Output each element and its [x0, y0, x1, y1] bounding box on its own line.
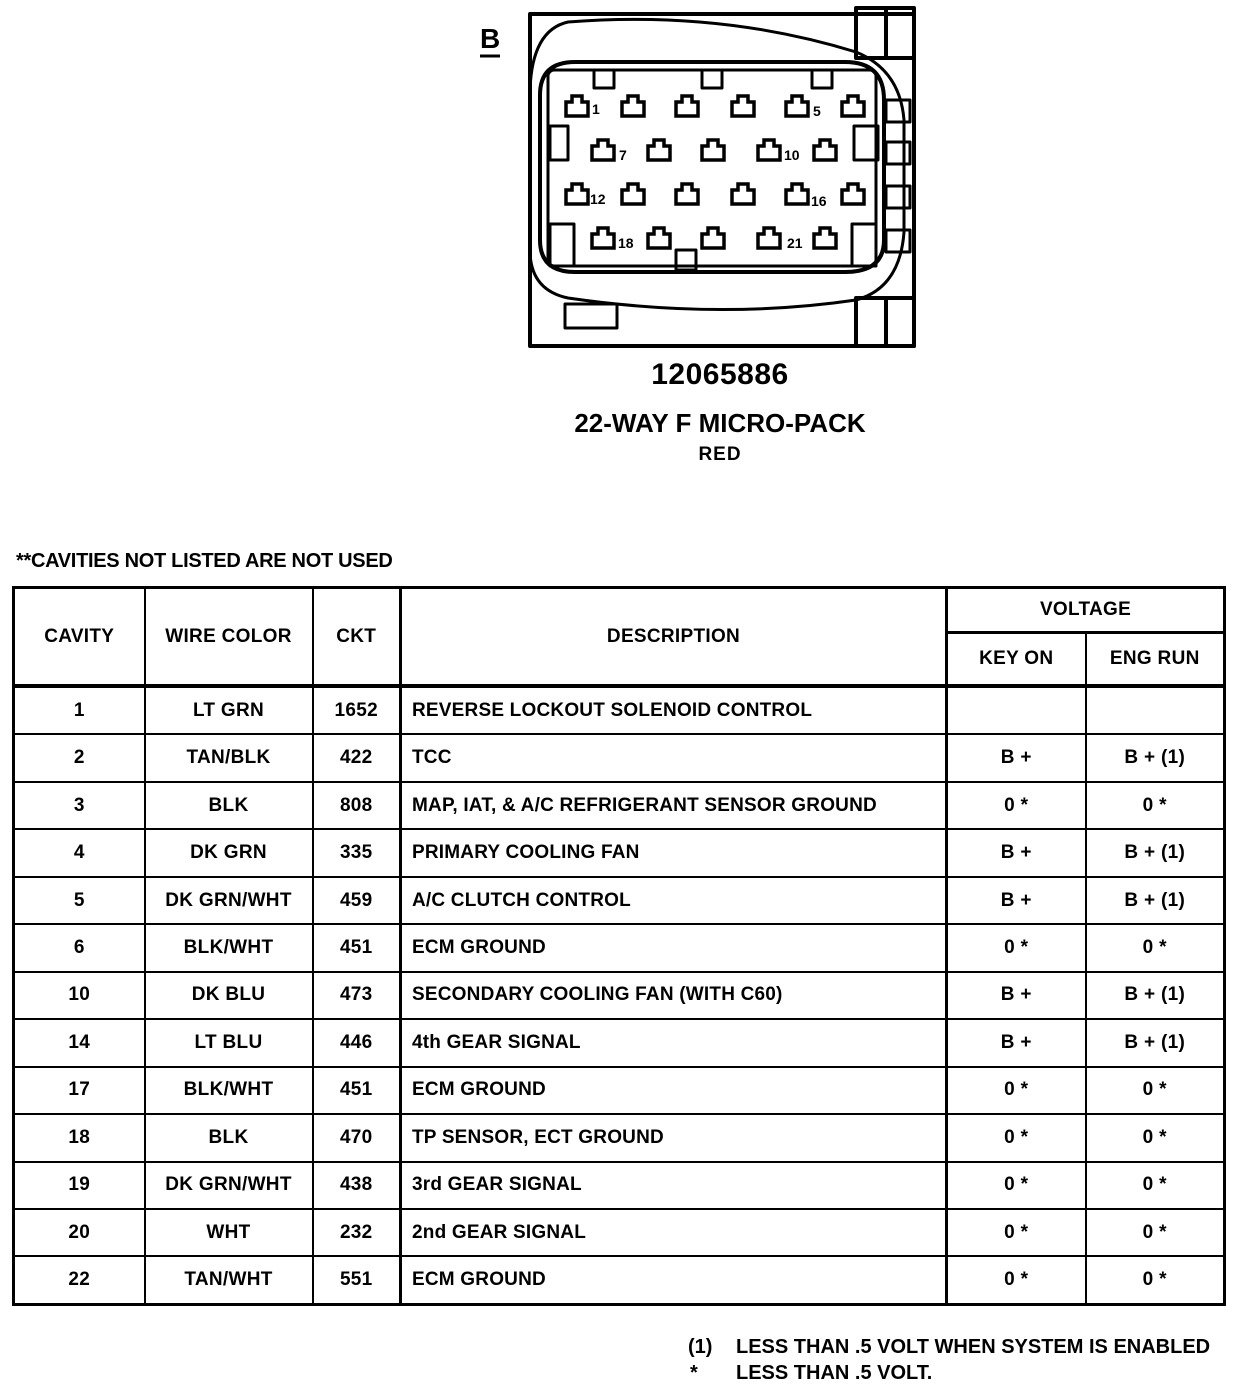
header-key-on: KEY ON: [947, 633, 1086, 687]
cavity-label-12: 12: [590, 191, 606, 207]
table-row: [14, 734, 1225, 781]
terminal-cavity: [676, 96, 698, 116]
cell-ckt: 446: [313, 1019, 401, 1066]
view-label: B: [480, 23, 501, 54]
cell-ckt: 232: [313, 1209, 401, 1256]
table-row: [14, 829, 1225, 876]
terminal-cavity: [622, 96, 644, 116]
terminal-cavity: [592, 228, 614, 248]
terminal-cavity: [702, 140, 724, 160]
cell-key-on: 0 *: [947, 1067, 1086, 1114]
cavity-label-7: 7: [619, 147, 627, 163]
table-row: [14, 782, 1225, 829]
cell-ckt: 459: [313, 877, 401, 924]
connector-color: RED: [698, 444, 742, 465]
header-voltage: VOLTAGE: [947, 588, 1225, 633]
cell-eng-run: 0 *: [1086, 782, 1225, 829]
footnote-1-text: LESS THAN .5 VOLT WHEN SYSTEM IS ENABLED: [736, 1336, 1211, 1358]
cell-description: A/C CLUTCH CONTROL: [401, 877, 947, 924]
terminal-cavity: [842, 184, 864, 204]
cell-cavity: 3: [14, 782, 145, 829]
table-row: [14, 1114, 1225, 1161]
terminal-cavity: [702, 228, 724, 248]
header-eng-run: ENG RUN: [1086, 633, 1225, 687]
cell-wire-color: DK GRN/WHT: [145, 877, 313, 924]
unused-cavities-note: **CAVITIES NOT LISTED ARE NOT USED: [16, 550, 393, 572]
cell-ckt: 808: [313, 782, 401, 829]
cavity-label-21: 21: [787, 235, 803, 251]
terminal-cavity: [592, 140, 614, 160]
terminal-cavity: [814, 140, 836, 160]
cell-cavity: 22: [14, 1256, 145, 1304]
cell-description: 2nd GEAR SIGNAL: [401, 1209, 947, 1256]
terminal-cavity: [676, 184, 698, 204]
pinout-table: [12, 586, 1226, 1306]
cell-ckt: 422: [313, 734, 401, 781]
terminal-cavity: [758, 228, 780, 248]
cell-description: TCC: [401, 734, 947, 781]
terminal-cavity: [622, 184, 644, 204]
cell-ckt: 438: [313, 1162, 401, 1209]
connector-face-diagram: [470, 0, 930, 355]
cell-key-on: B +: [947, 734, 1086, 781]
cell-ckt: 470: [313, 1114, 401, 1161]
cell-eng-run: 0 *: [1086, 1256, 1225, 1304]
terminal-cavity: [786, 184, 808, 204]
cell-eng-run: 0 *: [1086, 1114, 1225, 1161]
cell-eng-run: 0 *: [1086, 1209, 1225, 1256]
cell-ckt: 473: [313, 972, 401, 1019]
cell-key-on: 0 *: [947, 782, 1086, 829]
header-cavity: CAVITY: [14, 588, 145, 687]
cell-cavity: 4: [14, 829, 145, 876]
cavity-label-5: 5: [813, 103, 821, 119]
cavity-label-18: 18: [618, 235, 634, 251]
cell-key-on: B +: [947, 1019, 1086, 1066]
table-row: [14, 1209, 1225, 1256]
cell-cavity: 6: [14, 924, 145, 971]
cell-wire-color: TAN/BLK: [145, 734, 313, 781]
table-row: [14, 1256, 1225, 1304]
cell-key-on: 0 *: [947, 1256, 1086, 1304]
terminal-cavity: [842, 96, 864, 116]
cell-eng-run: B + (1): [1086, 1019, 1225, 1066]
cell-wire-color: BLK: [145, 1114, 313, 1161]
cell-eng-run: 0 *: [1086, 1067, 1225, 1114]
cell-ckt: 1652: [313, 686, 401, 734]
cell-description: TP SENSOR, ECT GROUND: [401, 1114, 947, 1161]
cell-wire-color: LT GRN: [145, 686, 313, 734]
cell-description: ECM GROUND: [401, 1256, 947, 1304]
terminal-cavity: [732, 184, 754, 204]
table-row: [14, 1019, 1225, 1066]
cell-ckt: 551: [313, 1256, 401, 1304]
table-row: [14, 972, 1225, 1019]
cell-wire-color: DK GRN: [145, 829, 313, 876]
cell-wire-color: TAN/WHT: [145, 1256, 313, 1304]
cell-wire-color: BLK/WHT: [145, 924, 313, 971]
cell-ckt: 451: [313, 924, 401, 971]
terminal-cavity: [758, 140, 780, 160]
table-row: [14, 1162, 1225, 1209]
terminal-cavity: [566, 184, 588, 204]
cavity-label-10: 10: [784, 147, 800, 163]
cell-eng-run: B + (1): [1086, 829, 1225, 876]
cell-wire-color: DK GRN/WHT: [145, 1162, 313, 1209]
cell-cavity: 1: [14, 686, 145, 734]
cell-eng-run: [1086, 686, 1225, 734]
cell-eng-run: B + (1): [1086, 734, 1225, 781]
terminal-cavity: [566, 96, 588, 116]
cell-description: PRIMARY COOLING FAN: [401, 829, 947, 876]
connector-type: 22-WAY F MICRO-PACK: [574, 408, 866, 438]
terminal-cavity: [814, 228, 836, 248]
footnote-2-mark: *: [690, 1362, 698, 1384]
cell-key-on: B +: [947, 829, 1086, 876]
cell-wire-color: DK BLU: [145, 972, 313, 1019]
cell-cavity: 10: [14, 972, 145, 1019]
cell-cavity: 17: [14, 1067, 145, 1114]
table-row: [14, 1067, 1225, 1114]
cell-key-on: 0 *: [947, 1114, 1086, 1161]
cell-description: ECM GROUND: [401, 1067, 947, 1114]
cavity-label-16: 16: [811, 193, 827, 209]
header-description: DESCRIPTION: [401, 588, 947, 687]
cell-cavity: 14: [14, 1019, 145, 1066]
cell-description: 4th GEAR SIGNAL: [401, 1019, 947, 1066]
cavity-label-1: 1: [592, 101, 600, 117]
cell-ckt: 335: [313, 829, 401, 876]
part-number: 12065886: [651, 358, 789, 391]
terminal-cavity: [786, 96, 808, 116]
cell-wire-color: BLK/WHT: [145, 1067, 313, 1114]
header-wire-color: WIRE COLOR: [145, 588, 313, 687]
cell-key-on: 0 *: [947, 1162, 1086, 1209]
table-row: [14, 686, 1225, 734]
cell-ckt: 451: [313, 1067, 401, 1114]
cell-eng-run: B + (1): [1086, 877, 1225, 924]
cell-key-on: [947, 686, 1086, 734]
cell-cavity: 20: [14, 1209, 145, 1256]
header-ckt: CKT: [313, 588, 401, 687]
cell-cavity: 19: [14, 1162, 145, 1209]
terminal-cavity: [648, 228, 670, 248]
cell-wire-color: BLK: [145, 782, 313, 829]
cell-description: ECM GROUND: [401, 924, 947, 971]
cell-cavity: 18: [14, 1114, 145, 1161]
cell-key-on: B +: [947, 972, 1086, 1019]
terminal-cavity: [732, 96, 754, 116]
footnote-1-mark: (1): [688, 1336, 713, 1358]
cell-key-on: 0 *: [947, 924, 1086, 971]
cell-description: SECONDARY COOLING FAN (WITH C60): [401, 972, 947, 1019]
cell-key-on: B +: [947, 877, 1086, 924]
footnote-2-text: LESS THAN .5 VOLT.: [736, 1362, 933, 1384]
table-row: [14, 877, 1225, 924]
cell-wire-color: LT BLU: [145, 1019, 313, 1066]
cell-eng-run: 0 *: [1086, 1162, 1225, 1209]
cell-description: REVERSE LOCKOUT SOLENOID CONTROL: [401, 686, 947, 734]
cell-description: MAP, IAT, & A/C REFRIGERANT SENSOR GROUND: [401, 782, 947, 829]
cell-description: 3rd GEAR SIGNAL: [401, 1162, 947, 1209]
table-row: [14, 924, 1225, 971]
cell-eng-run: 0 *: [1086, 924, 1225, 971]
terminal-cavity: [648, 140, 670, 160]
cell-eng-run: B + (1): [1086, 972, 1225, 1019]
cell-wire-color: WHT: [145, 1209, 313, 1256]
cell-cavity: 2: [14, 734, 145, 781]
cell-cavity: 5: [14, 877, 145, 924]
cell-key-on: 0 *: [947, 1209, 1086, 1256]
